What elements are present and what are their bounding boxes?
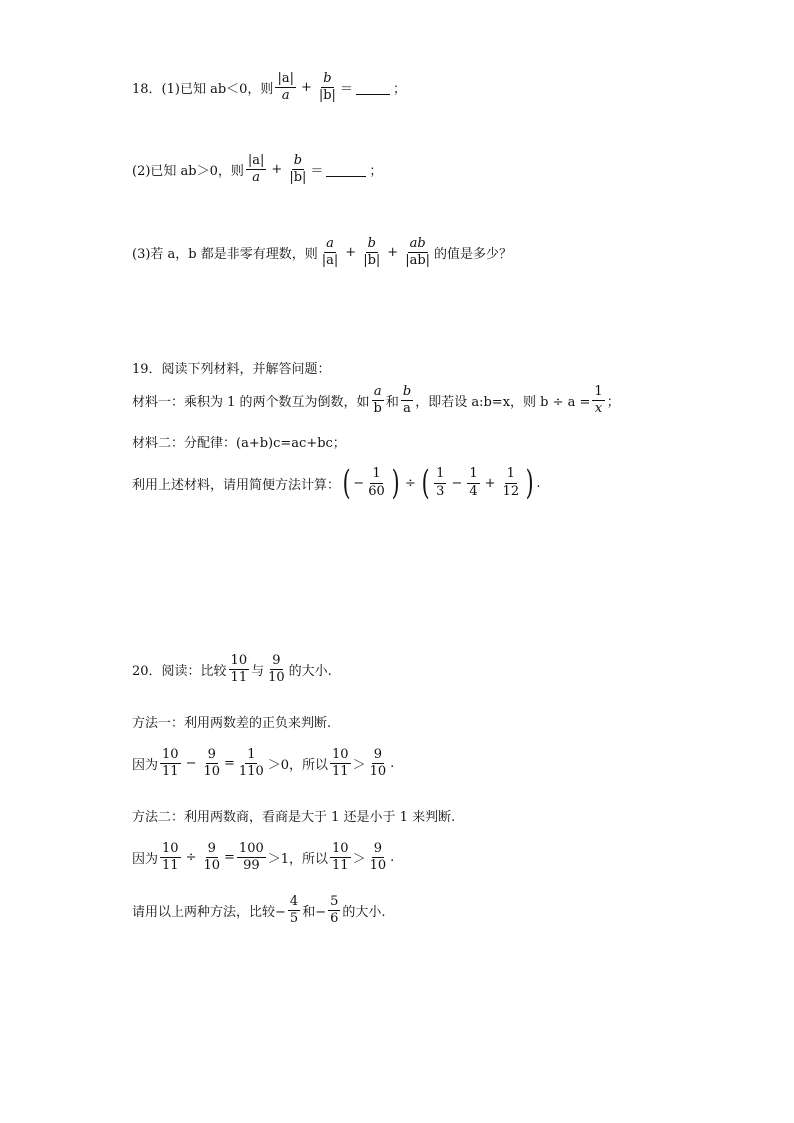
right-paren-icon: ): [391, 463, 400, 503]
q20-method1: 方法一：利用两数差的正负来判断.: [132, 716, 332, 731]
fraction-1-over-4: $\frac{1}{4}$: [469, 466, 478, 499]
fraction-100-over-99: $\frac{100}{99}$: [238, 841, 264, 874]
fraction-b-over-a: $\frac{b}{a}$: [402, 384, 412, 417]
fraction-5-over-6: $\frac{5}{6}$: [330, 894, 339, 927]
fraction-1-over-x: $\frac{1}{x}$: [594, 384, 603, 417]
fraction-9-over-10: $\frac{9}{10}$: [369, 841, 387, 874]
fraction-10-over-11: $\frac{10}{11}$: [332, 747, 349, 780]
q20-method2-work: 因为 $\frac{10}{11}$ ÷ $\frac{9}{10}$ = $\frac{100}{99}$ ＞1，所以 $\frac{10}{11}$ ＞ $\frac{9}{10}$ .: [132, 841, 395, 874]
q19-title: 19．阅读下列材料，并解答问题：: [132, 362, 331, 377]
q19-task: 利用上述材料，请用简便方法计算： ( − $\frac{1}{60}$ ) ÷ ( $\frac{1}{3}$ − $\frac{1}{4}$ + $\frac{1}{12}$ ) .: [132, 463, 541, 503]
q19-material1: 材料一：乘积为 1 的两个数互为倒数，如 $\frac{a}{b}$ 和 $\frac{b}{a}$ ，即若设 a:b=x，则 b ÷ a = $\frac{1}{x}$ ；: [132, 384, 620, 417]
fraction-b-over-abs-b: $\frac{b}{|b|}$: [363, 236, 381, 269]
q18-part1: 18．(1)已知 ab＜0，则 $\frac{|a|}{a}$ + $\frac{b}{|b|}$ ＝ ；: [132, 71, 406, 104]
fraction-b-over-abs-b: $\frac{b}{|b|}$: [318, 71, 336, 104]
q20-method1-work: 因为 $\frac{10}{11}$ − $\frac{9}{10}$ = $\frac{1}{110}$ ＞0，所以 $\frac{10}{11}$ ＞ $\frac{9}{10}$ .: [132, 747, 395, 780]
fraction-4-over-5: $\frac{4}{5}$: [289, 894, 299, 927]
answer-blank[interactable]: [326, 175, 366, 177]
q20-method2: 方法二：利用两数商，看商是大于 1 还是小于 1 来判断.: [132, 810, 456, 825]
q18-p2-prefix: (2)已知 ab＞0，则: [132, 164, 244, 180]
q20-task: 请用以上两种方法，比较− $\frac{4}{5}$ 和− $\frac{5}{6}$ 的大小.: [132, 894, 386, 927]
fraction-10-over-11: $\frac{10}{11}$: [332, 841, 349, 874]
answer-blank[interactable]: [356, 93, 390, 95]
q20-title: 20．阅读：比较 $\frac{10}{11}$ 与 $\frac{9}{10}$ 的大小.: [132, 653, 332, 686]
fraction-10-over-11: $\frac{10}{11}$: [162, 841, 179, 874]
fraction-ab-over-abs-ab: $\frac{ab}{|ab|}$: [405, 236, 431, 269]
fraction-10-over-11: $\frac{10}{11}$: [162, 747, 179, 780]
right-paren-icon: ): [525, 463, 534, 503]
fraction-1-over-3: $\frac{1}{3}$: [436, 466, 445, 499]
fraction-b-over-abs-b: $\frac{b}{|b|}$: [289, 153, 307, 186]
fraction-1-over-110: $\frac{1}{110}$: [238, 747, 264, 780]
fraction-9-over-10: $\frac{9}{10}$: [268, 653, 285, 686]
q19-material2: 材料二：分配律：(a+b)c=ac+bc；: [132, 436, 346, 451]
q18-part3: (3)若 a，b 都是非零有理数，则 $\frac{a}{|a|}$ + $\frac{b}{|b|}$ + $\frac{ab}{|ab|}$ 的值是多少？: [132, 236, 513, 269]
fraction-a-over-b: $\frac{a}{b}$: [373, 384, 382, 417]
fraction-10-over-11: $\frac{10}{11}$: [230, 653, 248, 686]
fraction-1-over-12: $\frac{1}{12}$: [502, 466, 520, 499]
fraction-a-over-abs-a: $\frac{a}{|a|}$: [321, 236, 339, 269]
q18-p3-prefix: (3)若 a，b 都是非零有理数，则: [132, 247, 318, 263]
left-paren-icon: (: [421, 463, 430, 503]
fraction-9-over-10: $\frac{9}{10}$: [369, 747, 387, 780]
fraction-1-over-60: $\frac{1}{60}$: [368, 466, 385, 499]
fraction-9-over-10: $\frac{9}{10}$: [203, 747, 221, 780]
q18-part2: (2)已知 ab＞0，则 $\frac{|a|}{a}$ + $\frac{b}{|b|}$ ＝ ；: [132, 153, 383, 186]
q18-p1-prefix: 18．(1)已知 ab＜0，则: [132, 82, 274, 98]
fraction-9-over-10: $\frac{9}{10}$: [203, 841, 221, 874]
left-paren-icon: (: [342, 463, 351, 503]
fraction-abs-a-over-a: $\frac{|a|}{a}$: [277, 71, 294, 104]
fraction-abs-a-over-a: $\frac{|a|}{a}$: [247, 153, 265, 186]
